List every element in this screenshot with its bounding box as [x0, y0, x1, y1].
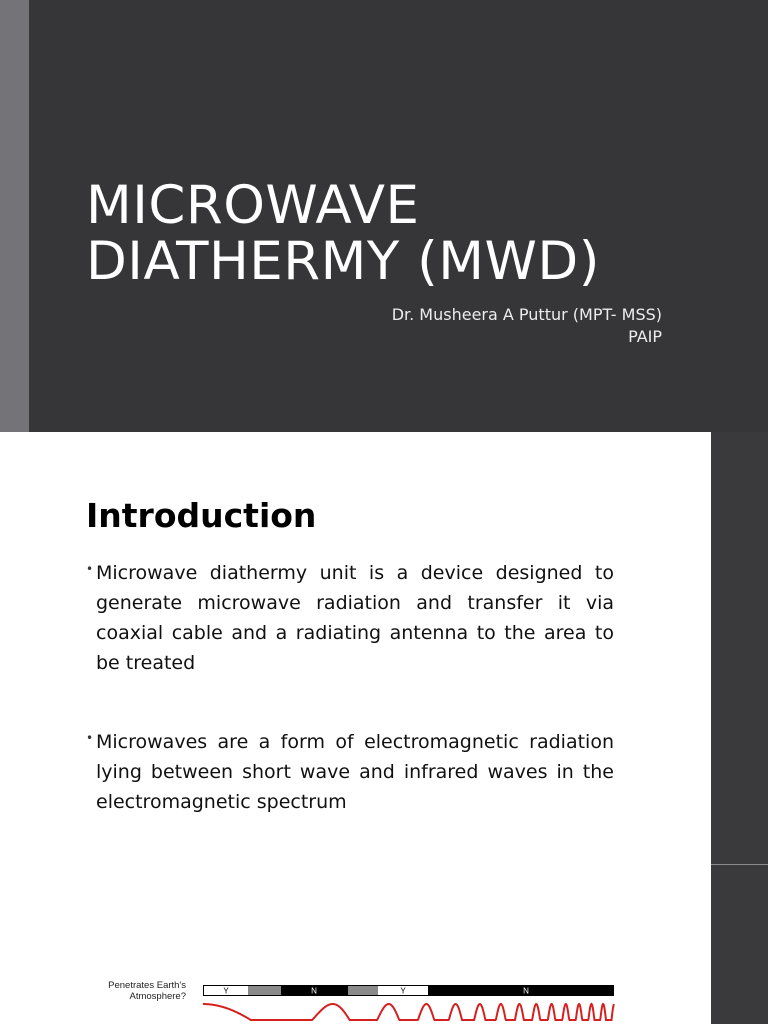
- slide-title-line1: MICROWAVE: [86, 175, 420, 236]
- introduction-slide: [0, 432, 711, 1024]
- bullet-dot-icon: •: [86, 562, 94, 576]
- bullet-list: [86, 558, 614, 866]
- accent-bar: [0, 0, 29, 432]
- wavelength-wave: [203, 1004, 614, 1020]
- segment-partial: [348, 986, 378, 995]
- segment-label: Y: [223, 986, 229, 996]
- figure-label: [108, 980, 186, 1002]
- gutter-divider: [711, 864, 768, 865]
- segment-partial: [248, 986, 281, 995]
- bullet-item: [86, 558, 614, 678]
- figure-label-line1: Penetrates Earth's: [108, 980, 186, 991]
- bullet-dot-icon: •: [86, 731, 94, 745]
- figure-label-line2: Atmosphere?: [129, 991, 186, 1002]
- bullet-text: Microwaves are a form of electromagnetic radiation lying between short wave and infrared waves in the electromagnetic spectrum: [96, 731, 614, 813]
- spectrum-figure: [0, 972, 711, 1024]
- slide-heading: Introduction: [86, 496, 317, 535]
- segment-label: N: [311, 986, 317, 996]
- bullet-item: [86, 727, 614, 817]
- segment-label: Y: [400, 986, 406, 996]
- author-affiliation: PAIP: [628, 327, 662, 346]
- slide-title: [86, 175, 726, 292]
- author-subtitle: [392, 304, 662, 348]
- slide-gutter: [711, 432, 768, 1024]
- bullet-text: Microwave diathermy unit is a device designed to generate microwave radiation and transfer it via coaxial cable and a radiating antenna to the area to be treated: [96, 562, 614, 674]
- author-name: Dr. Musheera A Puttur (MPT- MSS): [391, 305, 662, 324]
- slide-title-line2: DIATHERMY (MWD): [86, 231, 600, 292]
- segment-label: N: [523, 986, 529, 996]
- spectrum-diagram: [200, 982, 618, 1024]
- title-slide: [0, 0, 768, 432]
